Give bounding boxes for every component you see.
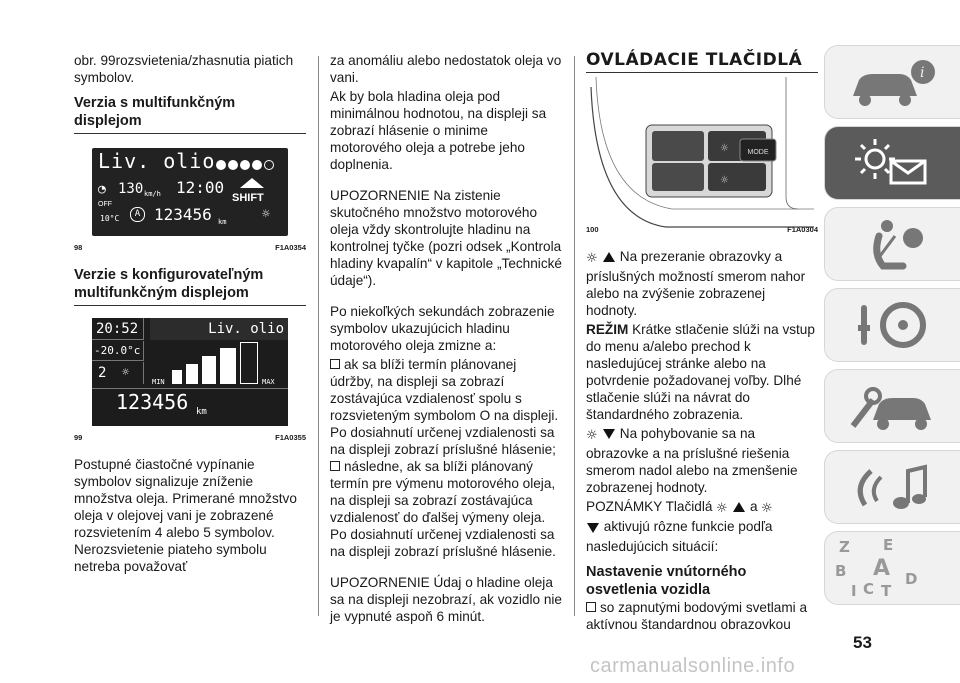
mode-label: REŽIM (586, 322, 629, 337)
section-heading: Nastavenie vnútorného osvetlenia vozidla (586, 564, 747, 598)
car-info-icon (843, 52, 943, 112)
oil-level-bar-empty (240, 342, 258, 384)
section-title: OVLÁDACIE TLAČIDLÁ (586, 50, 803, 70)
mode-button-label: MODE (747, 149, 769, 156)
paragraph (586, 248, 818, 319)
page-number: 53 (853, 633, 872, 652)
figure-number: 98 (74, 243, 83, 252)
bullet-text: ak sa blíži termín plánovanej údržby, na displeji sa zobrazí zostávajúca vzdialenosť spolu s rozsvieteným symbolom O na displeji. Po dosiahnutí určenej vzdialenosti sa na displeji zobrazí príslušné hlásenie; (330, 357, 559, 457)
airbag-safety-icon (843, 214, 943, 274)
bullet-item (330, 356, 562, 458)
figure-number: 100 (586, 225, 599, 234)
dimmer-icon (761, 500, 775, 518)
headlight-icon: ☼ (122, 365, 130, 379)
svg-text:☼: ☼ (720, 175, 729, 186)
svg-text:i: i (920, 65, 925, 81)
display-message: Liv. olio (98, 149, 216, 173)
figure-code: F1A0355 (275, 433, 306, 442)
svg-text:☼: ☼ (720, 143, 729, 154)
column-1 (74, 52, 306, 583)
bullet-text: následne, ak sa blíži plánovaný termín pre výmenu motorového oleja, na displeji sa zobrazí zostávajúca vzdialenosť do ďalšej výmeny oleja. Po dosiahnutí určenej vzdialenosti sa na displeji zobrazí príslušné hlásenie. (330, 459, 556, 559)
index-letter: Z (839, 538, 850, 556)
note-paragraph: UPOZORNENIE Na zistenie skutočného množstvo motorového oleja vždy skontrolujte hladinu na kontrolnej tyčke (pozri odsek „Kontrola hladiny kvapalín“ v kapitole „Technické údaje“). (330, 188, 562, 288)
index-letter: C (863, 580, 875, 598)
speed-unit: km/h (144, 190, 161, 198)
column-2 (330, 52, 562, 633)
column-divider (574, 56, 575, 616)
svg-text:☼: ☼ (586, 251, 598, 264)
paragraph-text: Na prezeranie obrazovky a príslušných možností smerom nahor alebo na zvýšenie zobrazenej hodnoty. (586, 249, 806, 318)
dimmer-down-button-icon (586, 427, 616, 445)
index-letter: I (851, 582, 857, 600)
tab-media-music[interactable] (824, 450, 960, 524)
oil-level-dots (216, 158, 274, 175)
media-music-icon (843, 457, 943, 517)
steering-buttons-illustration (586, 77, 818, 233)
display-divider (92, 388, 288, 389)
shift-indicator: SHIFT (232, 192, 264, 204)
speed-value: 130 (118, 181, 144, 197)
tab-car-wrench[interactable] (824, 369, 960, 443)
oil-level-bar (202, 356, 216, 384)
figure-number: 99 (74, 433, 83, 442)
control-buttons-figure (586, 77, 818, 233)
configurable-display-figure (92, 318, 288, 426)
tab-warning-lights[interactable] (824, 126, 960, 200)
svg-text:☼: ☼ (716, 501, 728, 514)
dimmer-up-button-icon (586, 250, 616, 268)
section-heading: Verzia s multifunkčným displejom (74, 95, 236, 129)
figure-caption (74, 239, 306, 256)
paragraph: Po niekoľkých sekundách zobrazenie symbolov ukazujúcich hladinu motorového oleja zmizne a: (330, 304, 555, 353)
min-label: MIN (152, 378, 165, 386)
paragraph-text: aktivujú rôzne funkcie podľa nasledujúcich situácií: (586, 519, 773, 554)
bullet-square-icon (330, 359, 340, 369)
heading-rule (74, 133, 306, 134)
paragraph (586, 321, 818, 423)
auto-mode-icon: A (130, 207, 145, 222)
heading-rule (586, 72, 818, 73)
index-letter: B (835, 562, 847, 580)
paragraph-text: Na pohybovanie sa na obrazovke a na príslušné riešenia smerom nadol alebo na zmenšenie zobrazenej hodnoty. (586, 426, 798, 495)
odometer-unit: km (218, 218, 227, 226)
odometer-unit: km (196, 407, 207, 417)
tab-airbag-safety[interactable] (824, 207, 960, 281)
conjunction: a (749, 499, 758, 514)
svg-text:☼: ☼ (586, 428, 598, 441)
paragraph-text: Krátke stlačenie slúži na vstup do menu a/alebo prechod k nasledujúcej stránke alebo na potvrdenie požadovanej voľby. Dlhé stlačenie slúži na návrat do štandardného zobrazenia. (586, 322, 815, 422)
paragraph: za anomáliu alebo nedostatok oleja vo vani. (330, 53, 562, 85)
note-label: POZNÁMKY Tlačidlá (586, 499, 713, 514)
paragraph: Ak by bola hladina oleja pod minimálnou hodnotou, na displeji sa zobrazí hlásenie o minime motorového oleja a potrebe jeho doplnenia. (330, 89, 547, 172)
index-letter: A (873, 556, 891, 581)
index-letter: E (883, 536, 894, 554)
section-heading: Verzie s konfigurovateľným multifunkčným displejom (74, 267, 264, 301)
dimmer-up-button-icon (716, 500, 746, 518)
chapter-tabs (824, 45, 960, 612)
column-divider (318, 56, 319, 616)
note-paragraph: UPOZORNENIE Údaj o hladine oleja sa na displeji nezobrazí, ak vozidlo nie je vypnuté aspoň 6 minút. (330, 575, 562, 624)
oil-level-bar (186, 364, 198, 384)
display-temperature: -20.0°c (92, 341, 144, 361)
paragraph: Postupné čiastočné vypínanie symbolov signalizuje zníženie množstva oleja. Primerané množstvo oleja v olejovej vani je zobrazené rozsvietením 4 alebo 5 symbolov. Nerozsvietenie piateho symbolu netreba považovať (74, 457, 297, 574)
display-message: Liv. olio (150, 318, 288, 340)
column-3 (586, 52, 818, 641)
svg-text:☼: ☼ (761, 501, 773, 514)
bullet-square-icon (330, 461, 340, 471)
multifunction-display-figure (92, 148, 288, 236)
paragraph (586, 425, 818, 496)
odometer: 123456 (116, 390, 189, 414)
outside-temperature: 10°C (100, 214, 120, 223)
off-label: OFF (98, 201, 112, 208)
bullet-item (586, 599, 818, 633)
car-wrench-icon (843, 376, 943, 436)
tab-car-info[interactable] (824, 45, 960, 119)
clock: 12:00 (176, 178, 225, 197)
tab-index[interactable] (824, 531, 960, 605)
down-arrow-icon (586, 521, 600, 538)
display-clock: 20:52 (92, 318, 144, 340)
watermark: carmanualsonline.info (590, 655, 796, 677)
index-letter: D (905, 570, 918, 588)
bullet-item (330, 458, 562, 560)
display-gear: 2 (92, 362, 144, 384)
index-letter: T (881, 582, 892, 600)
bullet-text: so zapnutými bodovými svetlami a aktívnou štandardnou obrazovkou (586, 600, 808, 632)
bullet-square-icon (586, 602, 596, 612)
max-label: MAX (262, 378, 275, 386)
figure-code: F1A0304 (787, 225, 818, 234)
figure-code: F1A0354 (275, 243, 306, 252)
heading-rule (74, 305, 306, 306)
paragraph (586, 498, 818, 555)
headlight-icon: ☼ (262, 207, 270, 222)
oil-level-bar (172, 370, 182, 384)
warning-lights-icon (843, 133, 943, 193)
odometer: 123456 (154, 205, 212, 224)
oil-level-bar (220, 348, 236, 384)
steering-key-icon (843, 295, 943, 355)
index-letters-icon (825, 532, 960, 604)
tab-steering-key[interactable] (824, 288, 960, 362)
shift-up-icon (240, 178, 264, 188)
speedometer-icon: ◔ (98, 182, 106, 197)
paragraph: obr. 99rozsvietenia/zhasnutia piatich symbolov. (74, 53, 294, 85)
figure-caption (74, 429, 306, 446)
